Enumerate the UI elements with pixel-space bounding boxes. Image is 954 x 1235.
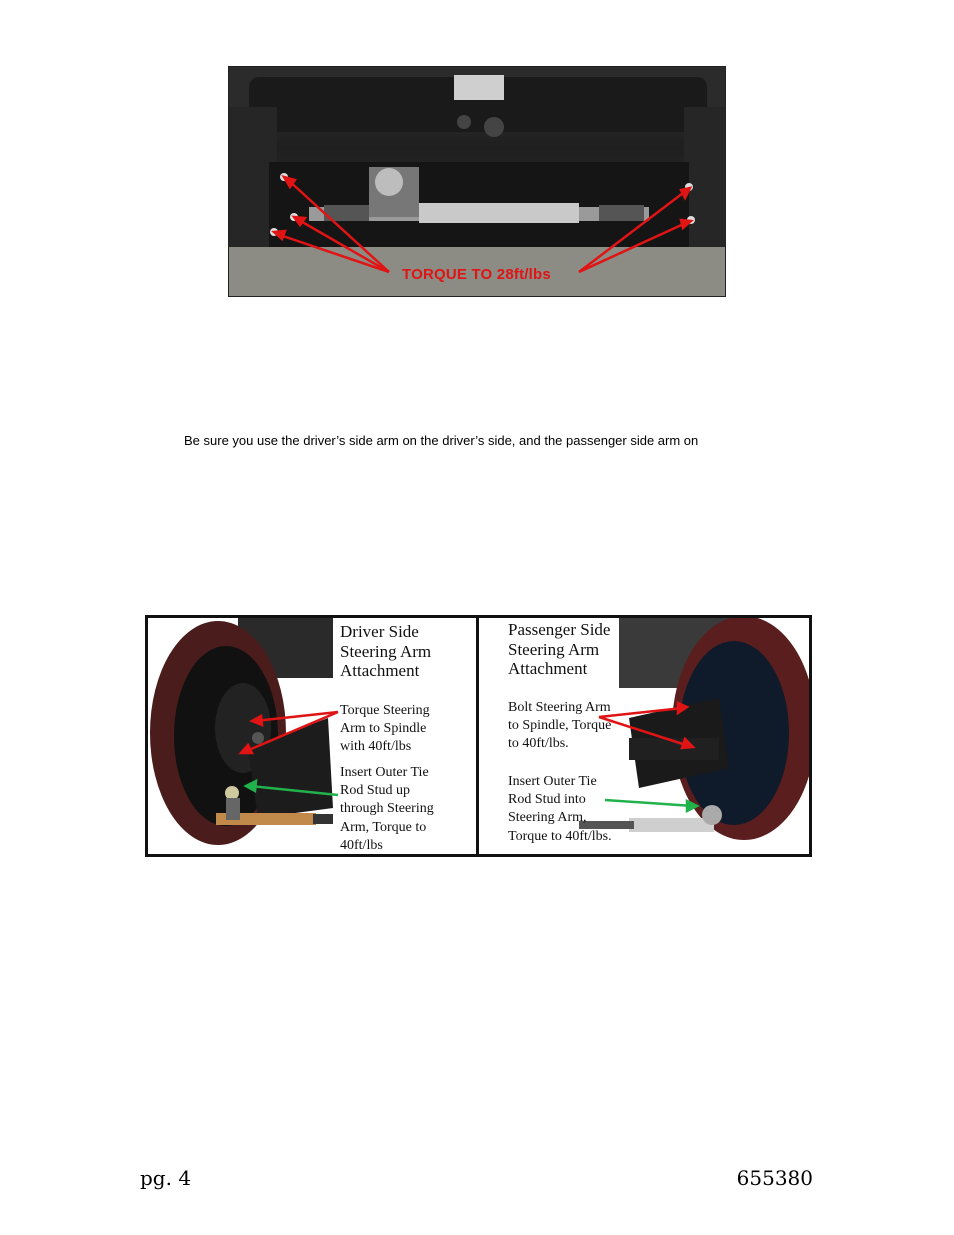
driver-title: Driver Side Steering Arm Attachment	[340, 622, 432, 681]
passenger-step-1: Bolt Steering Arm to Spindle, Torque to 40ft/lbs.	[508, 700, 612, 752]
passenger-title: Passenger Side Steering Arm Attachment	[508, 620, 611, 679]
instruction-text: Be sure you use the driver’s side arm on the driver’s side, and the passenger side arm on	[184, 433, 699, 448]
driver-step-2: Insert Outer Tie Rod Stud up through Steering Arm, Torque to 40ft/lbs	[340, 765, 434, 853]
passenger-step-2: Insert Outer Tie Rod Stud into Steering Arm, Torque to 40ft/lbs.	[508, 774, 612, 844]
crossmember-photo	[228, 66, 726, 297]
driver-step-1: Torque Steering Arm to Spindle with 40ft/lbs	[340, 703, 430, 755]
torque-callout: TORQUE TO 28ft/lbs	[402, 266, 551, 283]
part-number: 655380	[736, 1166, 813, 1190]
crossmember-illustration	[229, 67, 726, 297]
passenger-side-panel	[479, 618, 809, 854]
page-number: pg. 4	[140, 1166, 192, 1190]
driver-side-panel	[148, 618, 476, 854]
steering-arm-figure	[145, 615, 812, 857]
